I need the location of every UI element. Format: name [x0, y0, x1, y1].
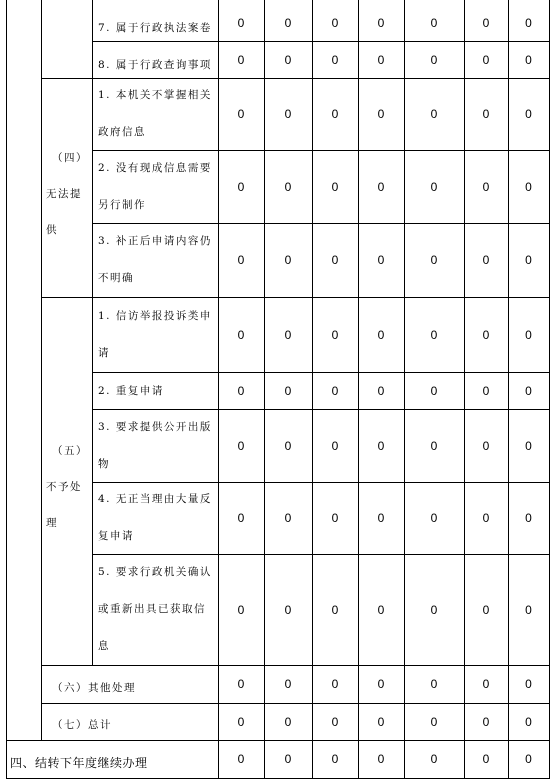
label-line: 1. 本机关不掌握相关	[98, 89, 212, 101]
category-line: 无法提	[46, 188, 82, 200]
row-label	[98, 409, 212, 482]
value-cell: 0	[525, 179, 532, 194]
value-cell: 0	[482, 383, 490, 398]
value-cell: 0	[377, 438, 385, 453]
value-cell: 0	[430, 179, 438, 194]
value-cell: 0	[525, 602, 532, 617]
other-processing-label: （六）其他处理	[52, 682, 136, 694]
value-cell: 0	[482, 511, 490, 525]
value-cell: 0	[284, 602, 292, 617]
category-label-unavailable	[46, 140, 88, 248]
value-cell: 0	[430, 107, 438, 121]
value-cell: 0	[331, 602, 339, 617]
value-cell: 0	[377, 714, 385, 729]
label-line: 3. 要求提供公开出版	[98, 420, 212, 433]
value-cell: 0	[331, 383, 339, 398]
value-cell: 0	[525, 107, 532, 121]
row-label: 8. 属于行政查询事项	[98, 59, 212, 71]
value-cell: 0	[331, 15, 339, 30]
value-cell: 0	[430, 327, 438, 342]
value-cell: 0	[237, 752, 245, 766]
category-line: （四）	[52, 152, 88, 164]
grid-line	[41, 0, 42, 741]
value-cell: 0	[284, 253, 292, 267]
row-label	[98, 554, 212, 665]
value-cell: 0	[430, 15, 438, 30]
row-label	[98, 78, 212, 150]
value-cell: 0	[331, 179, 339, 194]
label-line: 3. 补正后申请内容仍	[98, 235, 212, 247]
value-cell: 0	[482, 179, 490, 194]
value-cell: 0	[482, 52, 490, 67]
value-cell: 0	[482, 327, 490, 342]
value-cell: 0	[284, 714, 292, 729]
value-cell: 0	[482, 438, 490, 453]
category-line: （五）	[52, 445, 88, 457]
value-cell: 0	[331, 511, 339, 525]
value-cell: 0	[377, 52, 385, 67]
label-line: 5. 要求行政机关确认	[98, 566, 212, 578]
value-cell: 0	[482, 107, 490, 121]
value-cell: 0	[237, 714, 245, 729]
value-cell: 0	[525, 253, 532, 267]
value-cell: 0	[430, 383, 438, 398]
value-cell: 0	[525, 511, 532, 525]
value-cell: 0	[237, 52, 245, 67]
row-label	[98, 297, 212, 372]
value-cell: 0	[237, 383, 245, 398]
value-cell: 0	[525, 383, 532, 398]
label-line: 2. 重复申请	[98, 384, 164, 397]
value-cell: 0	[284, 438, 292, 453]
value-cell: 0	[482, 752, 490, 766]
value-cell: 0	[331, 714, 339, 729]
value-cell: 0	[284, 179, 292, 194]
value-cell: 0	[284, 383, 292, 398]
row-label	[98, 150, 212, 223]
category-line: 不予处	[46, 481, 82, 493]
value-cell: 0	[377, 107, 385, 121]
value-cell: 0	[525, 15, 532, 30]
value-cell: 0	[525, 327, 532, 342]
value-cell: 0	[331, 752, 339, 766]
grid-line	[549, 0, 550, 779]
value-cell: 0	[430, 511, 438, 525]
row-label	[98, 482, 212, 554]
value-cell: 0	[377, 253, 385, 267]
value-cell: 0	[482, 677, 490, 691]
value-cell: 0	[482, 714, 490, 729]
label-line: 政府信息	[98, 126, 146, 138]
value-cell: 0	[430, 253, 438, 267]
category-line: 供	[46, 224, 58, 236]
value-cell: 0	[482, 602, 490, 617]
value-cell: 0	[284, 107, 292, 121]
grid-line	[6, 778, 550, 779]
value-cell: 0	[525, 438, 532, 453]
value-cell: 0	[331, 327, 339, 342]
carry-over-label: 四、结转下年度继续办理	[10, 756, 148, 770]
value-cell: 0	[525, 677, 532, 691]
row-label	[98, 223, 212, 297]
value-cell: 0	[331, 52, 339, 67]
grid-line	[6, 0, 7, 779]
value-cell: 0	[377, 383, 385, 398]
value-cell: 0	[430, 752, 438, 766]
row-label	[98, 372, 164, 409]
label-line: 2. 没有现成信息需要	[98, 161, 212, 174]
value-cell: 0	[430, 714, 438, 729]
label-line: 请	[98, 346, 110, 359]
value-cell: 0	[377, 677, 385, 691]
value-cell: 0	[284, 327, 292, 342]
value-cell: 0	[284, 752, 292, 766]
value-cell: 0	[430, 602, 438, 617]
value-cell: 0	[237, 253, 245, 267]
value-cell: 0	[237, 15, 245, 30]
total-label: （七）总计	[52, 719, 112, 731]
value-cell: 0	[430, 438, 438, 453]
value-cell: 0	[377, 752, 385, 766]
label-line: 1. 信访举报投诉类申	[98, 309, 212, 322]
value-cell: 0	[377, 327, 385, 342]
value-cell: 0	[482, 253, 490, 267]
value-cell: 0	[284, 511, 292, 525]
label-line: 息	[98, 640, 110, 652]
value-cell: 0	[525, 52, 532, 67]
label-line: 不明确	[98, 272, 134, 284]
value-cell: 0	[525, 714, 532, 729]
value-cell: 0	[331, 677, 339, 691]
value-cell: 0	[331, 438, 339, 453]
value-cell: 0	[377, 511, 385, 525]
category-label-not-processed	[46, 433, 88, 541]
value-cell: 0	[237, 438, 245, 453]
category-line: 理	[46, 517, 58, 529]
value-cell: 0	[377, 15, 385, 30]
value-cell: 0	[331, 107, 339, 121]
label-line: 物	[98, 457, 110, 470]
value-cell: 0	[284, 15, 292, 30]
label-line: 或重新出具已获取信	[98, 603, 206, 615]
value-cell: 0	[377, 602, 385, 617]
value-cell: 0	[237, 511, 245, 525]
value-cell: 0	[237, 677, 245, 691]
value-cell: 0	[482, 15, 490, 30]
value-cell: 0	[237, 327, 245, 342]
value-cell: 0	[331, 253, 339, 267]
value-cell: 0	[237, 107, 245, 121]
value-cell: 0	[237, 179, 245, 194]
value-cell: 0	[284, 677, 292, 691]
row-label: 7. 属于行政执法案卷	[98, 22, 212, 34]
value-cell: 0	[525, 752, 532, 766]
value-cell: 0	[237, 602, 245, 617]
value-cell: 0	[430, 52, 438, 67]
value-cell: 0	[377, 179, 385, 194]
grid-line	[92, 0, 93, 666]
value-cell: 0	[430, 677, 438, 691]
value-cell: 0	[284, 52, 292, 67]
label-line: 复申请	[98, 530, 134, 542]
label-line: 4. 无正当理由大量反	[98, 493, 212, 505]
label-line: 另行制作	[98, 198, 146, 211]
